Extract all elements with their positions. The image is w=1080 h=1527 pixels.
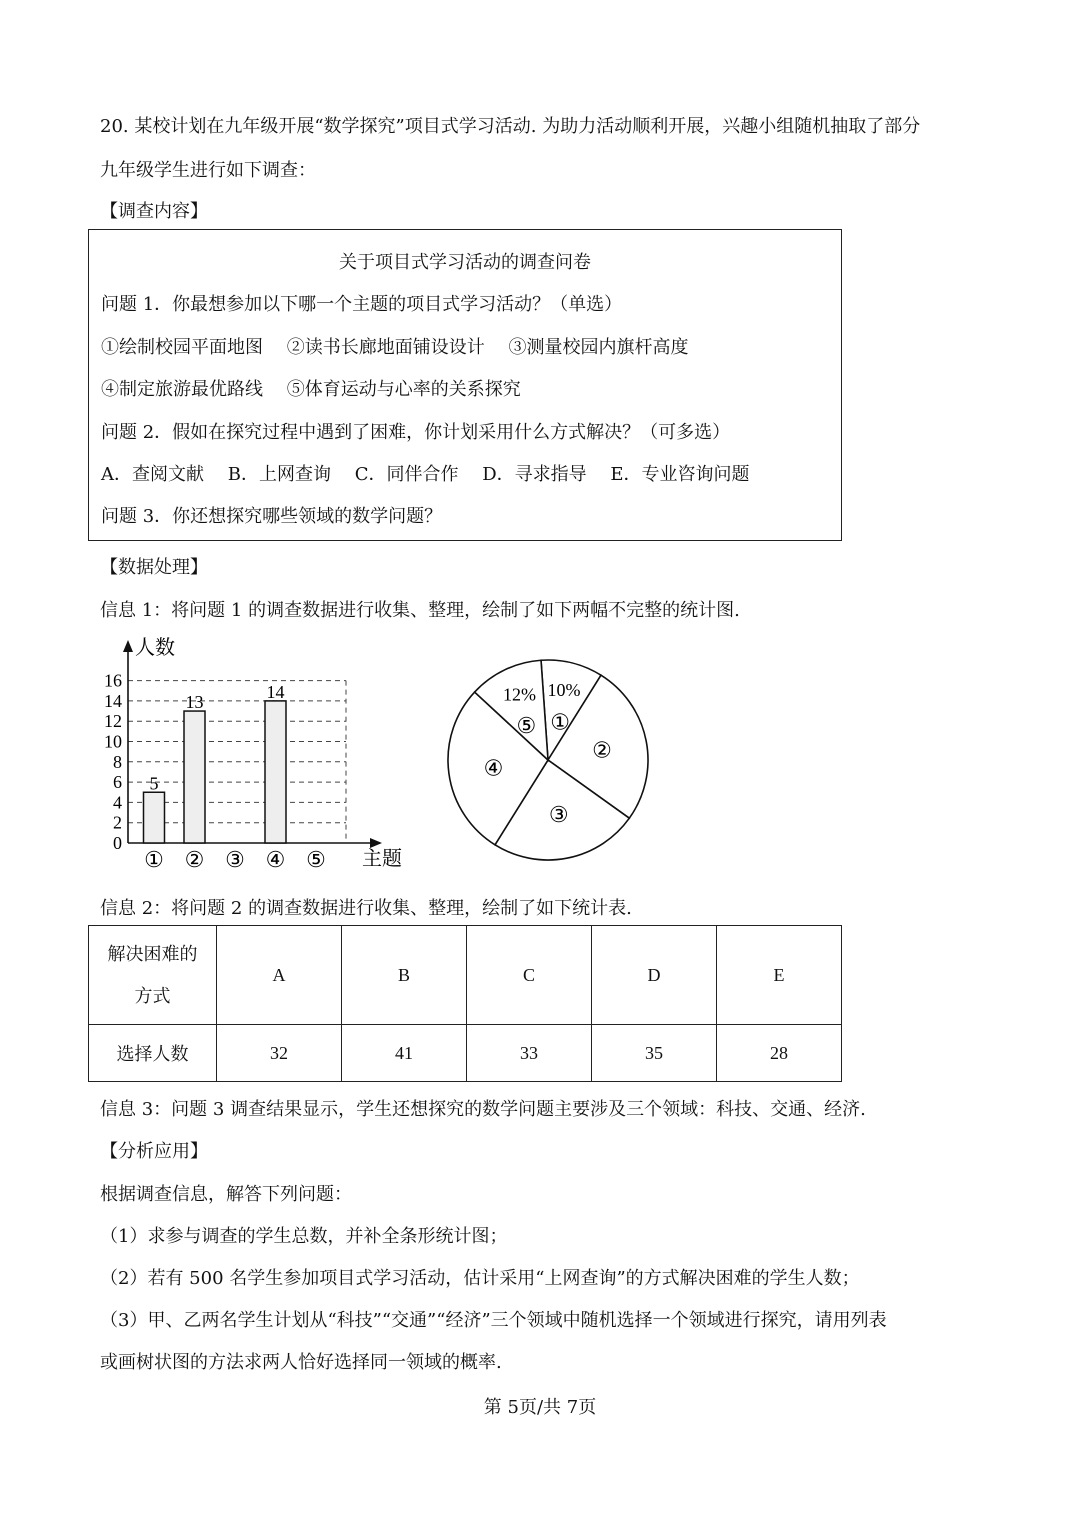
problem-line-2: 九年级学生进行如下调查： bbox=[100, 160, 316, 181]
option-a: A．查阅文献 bbox=[101, 464, 204, 485]
bar-data-label: 13 bbox=[185, 692, 204, 713]
x-tick-label: ③ bbox=[225, 847, 245, 872]
pie-percent-label: 10% bbox=[547, 679, 581, 700]
pie-percent-label: 12% bbox=[502, 684, 536, 705]
x-tick-label: ② bbox=[184, 847, 205, 872]
y-axis-arrow bbox=[123, 640, 133, 652]
question-3-line-1: （3）甲、乙两名学生计划从“科技”“交通”“经济”三个领域中随机选择一个领域进行探究，请用列表 bbox=[100, 1310, 887, 1331]
y-tick-label: 10 bbox=[104, 731, 122, 752]
bar-x-axis-label: 主题 bbox=[362, 848, 402, 870]
info-3: 信息 3：问题 3 调查结果显示，学生还想探究的数学问题主要涉及三个领域：科技、交通、经济. bbox=[100, 1099, 866, 1120]
y-tick-label: 4 bbox=[113, 792, 122, 813]
question-3-line-2: 或画树状图的方法求两人恰好选择同一领域的概率. bbox=[100, 1352, 502, 1373]
option-1: ①绘制校园平面地图 bbox=[101, 337, 263, 358]
bar bbox=[265, 701, 286, 843]
bar bbox=[184, 711, 205, 843]
table-col-e: E bbox=[717, 926, 842, 1025]
survey-q2-options bbox=[101, 460, 768, 486]
y-tick-label: 0 bbox=[113, 833, 122, 853]
table-cell-d: 35 bbox=[592, 1025, 717, 1082]
table-header-line-1: 解决困难的 bbox=[107, 944, 198, 964]
table-cell-e: 28 bbox=[717, 1025, 842, 1082]
table-cell-c: 33 bbox=[467, 1025, 592, 1082]
table-header-row bbox=[89, 926, 842, 1025]
survey-title: 关于项目式学习活动的调查问卷 bbox=[339, 252, 591, 273]
option-3: ③测量校园内旗杆高度 bbox=[508, 337, 689, 358]
info-2: 信息 2：将问题 2 的调查数据进行收集、整理，绘制了如下统计表. bbox=[100, 898, 632, 919]
bar-marks bbox=[144, 682, 287, 843]
bar-y-axis-label: 人数 bbox=[135, 637, 175, 659]
table-cell-b: 41 bbox=[342, 1025, 467, 1082]
question-2: （2）若有 500 名学生参加项目式学习活动，估计采用“上网查询”的方式解决困难的学生人数； bbox=[100, 1268, 860, 1289]
option-c: C．同伴合作 bbox=[354, 464, 459, 485]
survey-box bbox=[88, 229, 842, 541]
table-row-label: 选择人数 bbox=[89, 1025, 217, 1082]
section-data-processing: 【数据处理】 bbox=[100, 557, 208, 578]
info-1: 信息 1：将问题 1 的调查数据进行收集、整理，绘制了如下两幅不完整的统计图. bbox=[100, 600, 740, 621]
table-header-line-2: 方式 bbox=[134, 986, 171, 1006]
x-tick-label: ⑤ bbox=[306, 847, 326, 872]
pie-slice-label: ③ bbox=[548, 801, 569, 827]
table-col-b: B bbox=[342, 926, 467, 1025]
survey-q2: 问题 2．假如在探究过程中遇到了困难，你计划采用什么方式解决？（可多选） bbox=[101, 422, 731, 443]
pie-slice-label: ⑤ bbox=[516, 712, 537, 738]
option-b: B．上网查询 bbox=[227, 464, 331, 485]
bar-data-label: 5 bbox=[149, 773, 159, 794]
y-tick-label: 14 bbox=[104, 690, 122, 711]
survey-q1-options-row1 bbox=[101, 333, 706, 359]
option-5: ⑤体育运动与心率的关系探究 bbox=[286, 379, 521, 400]
y-tick-label: 12 bbox=[104, 711, 122, 732]
y-tick-label: 8 bbox=[113, 751, 122, 772]
page-footer: 第 5页/共 7页 bbox=[483, 1397, 597, 1418]
bar-chart bbox=[90, 630, 420, 875]
table-col-a: A bbox=[217, 926, 342, 1025]
bar bbox=[144, 792, 165, 843]
option-4: ④制定旅游最优路线 bbox=[101, 379, 263, 400]
table-header-label bbox=[89, 926, 217, 1025]
questions-intro: 根据调查信息，解答下列问题： bbox=[100, 1184, 352, 1205]
y-tick-label: 2 bbox=[113, 812, 122, 833]
pie-chart bbox=[440, 655, 660, 865]
table-row bbox=[89, 1025, 842, 1082]
survey-q1-options-row2 bbox=[101, 375, 539, 401]
x-axis-arrow bbox=[370, 838, 382, 848]
option-e: E．专业咨询问题 bbox=[610, 464, 750, 485]
option-d: D．寻求指导 bbox=[482, 464, 587, 485]
bar-data-label: 14 bbox=[266, 681, 285, 702]
x-tick-label: ④ bbox=[265, 847, 286, 872]
table-col-d: D bbox=[592, 926, 717, 1025]
x-tick-label: ① bbox=[144, 847, 164, 872]
table-col-c: C bbox=[467, 926, 592, 1025]
survey-q1: 问题 1．你最想参加以下哪一个主题的项目式学习活动？（单选） bbox=[101, 294, 623, 315]
stats-table bbox=[88, 925, 842, 1082]
y-tick-label: 6 bbox=[113, 772, 122, 793]
section-analysis: 【分析应用】 bbox=[100, 1141, 208, 1162]
table-cell-a: 32 bbox=[217, 1025, 342, 1082]
question-1: （1）求参与调查的学生总数，并补全条形统计图； bbox=[100, 1226, 508, 1247]
y-tick-label: 16 bbox=[104, 670, 122, 691]
option-2: ②读书长廊地面铺设设计 bbox=[286, 337, 485, 358]
pie-slice-label: ② bbox=[592, 737, 612, 763]
survey-q3: 问题 3．你还想探究哪些领域的数学问题？ bbox=[101, 506, 443, 527]
problem-line-1: 20. 某校计划在九年级开展“数学探究”项目式学习活动. 为助力活动顺利开展，兴趣小组随机抽取了部分 bbox=[100, 116, 921, 137]
pie-slice-label: ① bbox=[550, 709, 570, 735]
section-survey-content: 【调查内容】 bbox=[100, 201, 208, 222]
pie-slice-label: ④ bbox=[483, 755, 504, 781]
